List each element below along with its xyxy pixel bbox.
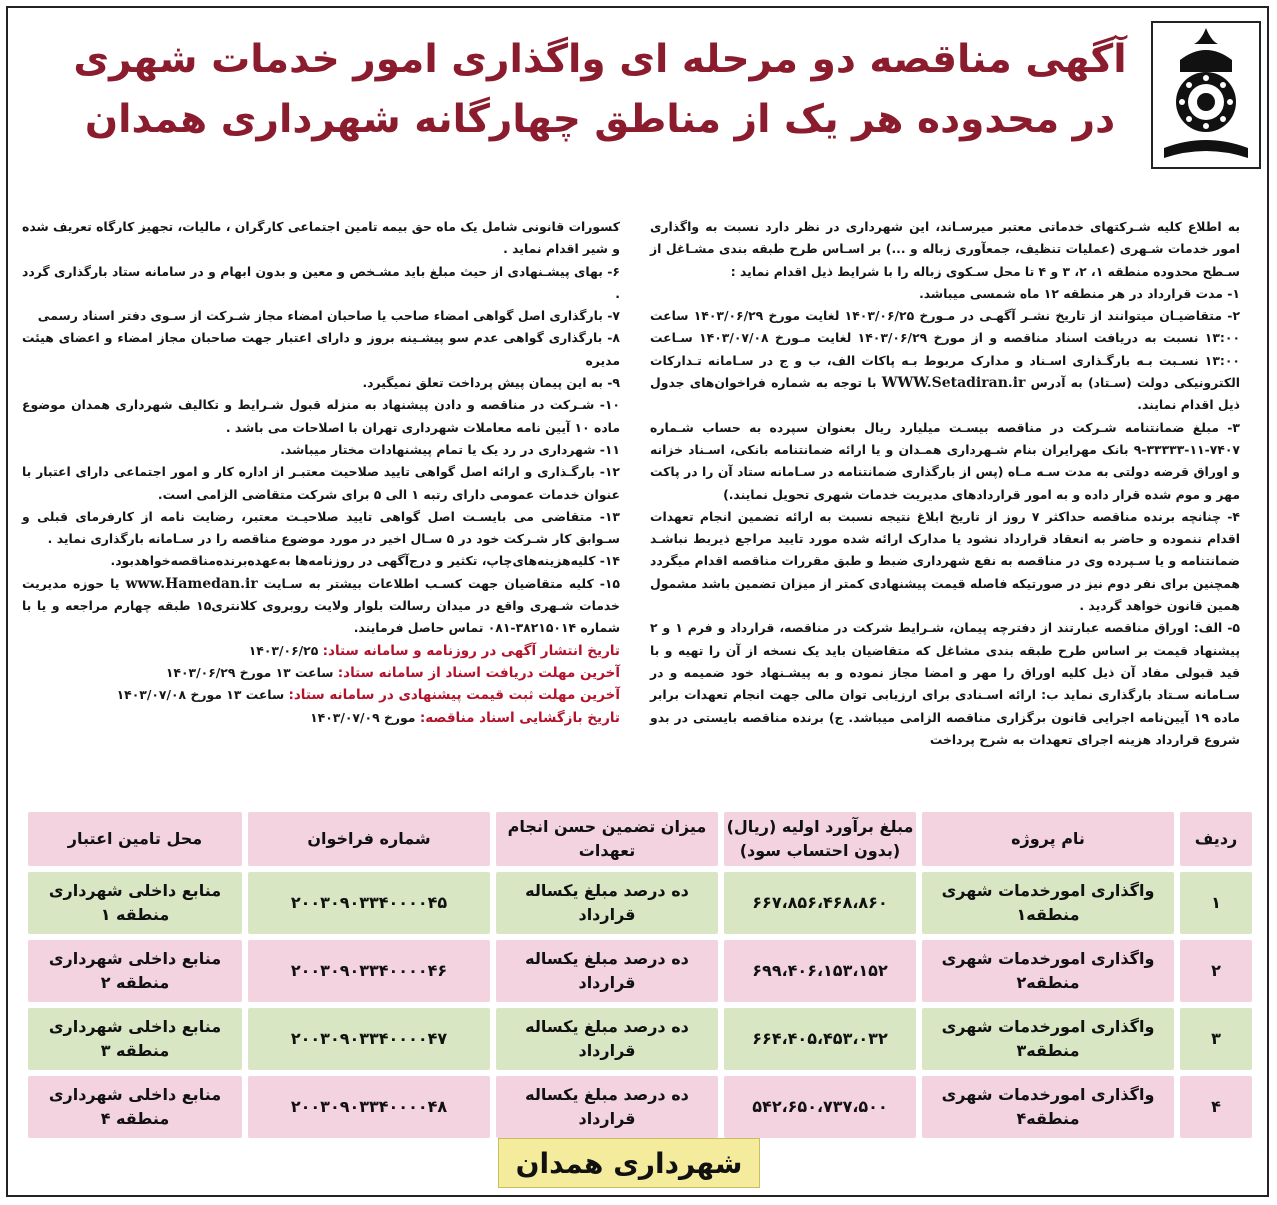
table-row <box>28 1076 1252 1138</box>
date-opening: تاریخ بازگشایی اسناد مناقصه: مورخ ۱۴۰۳/۰۷/۰۹ <box>310 709 620 726</box>
clause-4: ۴- چنانچه برنده مناقصه حداکثر ۷ روز از تاریخ ابلاغ نتیجه نسبت به ارائه تضمین انجام تعهدات اقدام ننموده و حاضر به انعقاد قرارداد نشود یا مدارک ارائه شده مورد تایید مراجع ذیربط نباشـد ضمانتنامه و یا سـپرده وی در مناقصه به نفع شهرداری ضبط و طبق مقررات مناقصه اقدام میگردد همچنین برای نفر دوم نیز در صورتیکه فاصله قیمت پیشنهادی کمتر از میزان تضمین باشد مشمول همین قانون خواهد گردید . <box>649 508 1240 614</box>
project-name: واگذاری امورخدمات شهری منطقه۳ <box>922 1008 1174 1070</box>
clause-6: ۶- بهای پیشـنهادی از حیث مبلغ باید مشـخص و معین و بدون ابهام و در سامانه ستاد بارگذاری گردد . <box>22 263 620 301</box>
clause-13: ۱۳- متقاضی می بایسـت اصل گواهی تایید صلاحیـت معتبر، رضایت نامه از کارفرمای قبلی و سـوابق کار شـرکت خود در ۵ سـال اخیر در مورد موضوع مناقصه را در سـامانه بارگذاری نماید . <box>22 508 620 547</box>
guarantee: ده درصد مبلغ یکساله قرارداد <box>496 1076 718 1138</box>
title-line-2: در محدوده هر یک از مناطق چهارگانه شهرداری همدان <box>84 97 1116 142</box>
left-text-column <box>22 216 620 729</box>
clause-12: ۱۲- بارگـذاری و ارائه اصل گواهی تایید صلاحیت معتبـر از اداره کار و امور اجتماعی دارای اعتبار با عنوان خدمات عمومی دارای رتبه ۱ الی ۵ برای شرکت متقاضی الزامی است. <box>22 464 620 502</box>
header-project-name: نام پروژه <box>922 812 1174 866</box>
date-bid-deadline: آخرین مهلت ثبت قیمت پیشنهادی در سامانه ستاد: ساعت ۱۳ مورخ ۱۴۰۳/۰۷/۰۸ <box>116 687 620 704</box>
header-guarantee: میزان تضمین حسن انجام تعهدات <box>496 812 718 866</box>
clause-10: ۱۰- شـرکت در مناقصه و دادن پیشنهاد به منزله قبول شـرایط و تکالیف شهرداری همدان موضوع ماده ۱۰ آیین نامه معاملات شهرداری تهران با اصلاحات می باشد . <box>22 397 620 435</box>
header-row-number: ردیف <box>1180 812 1252 866</box>
funding-source: منابع داخلی شهرداری منطقه ۱ <box>28 872 242 934</box>
row-number: ۱ <box>1180 872 1252 934</box>
row-number: ۲ <box>1180 940 1252 1002</box>
row-number: ۴ <box>1180 1076 1252 1138</box>
clause-3: ۳- مبلغ ضمانتنامه شـرکت در مناقصه بیسـت میلیارد ریال بعنوان سپرده به حساب شـماره ۷۴۰۷-۱۱-۳۳۳۳۳-۹ بانک مهرایران بنام شـهرداری همـدان و یا ارائه ضمانتنامه بانکی، اسـناد خزانه و اوراق قرضه دولتی به مدت سـه مـاه (پس از بارگذاری ضمانتنامه در سـامانه ستاد آن را در پاکت مهر و موم شده قرار داده و به امور قراردادهای مدیریت خدمات شهری تحویل نمایند.) <box>650 419 1240 502</box>
project-name: واگذاری امورخدمات شهری منطقه۲ <box>922 940 1174 1002</box>
table-header-row <box>28 812 1252 866</box>
intro-paragraph: به اطلاع کلیه شـرکتهای خدماتی معتبر میرسـاند، این شهرداری در نظر دارد نسبت به واگذاری امور خدمات شـهری (عملیات تنظیف، جمعآوری زباله و ...) بر اسـاس طرح طبقه بندی مشـاغل از سـطح محدوده منطقه ۱، ۲، ۳ و ۴ تا محل سـکوی زباله را با شرایط ذیل اقدام نماید : <box>650 219 1240 279</box>
clause-15: ۱۵- کلیه متقاضیان جهت کسـب اطلاعات بیشتر به سـایت www.Hamedan.ir یا حوزه مدیریت خدمات شـهری واقع در میدان رسالت بلوار ولایت روبروی کلانتری۱۵ طبقه چهارم مراجعه و یا با شماره ۳۸۲۱۵۰۱۴-۰۸۱ تماس حاصل فرمایند. <box>22 575 620 636</box>
guarantee: ده درصد مبلغ یکساله قرارداد <box>496 1008 718 1070</box>
clause-5: ۵- الف: اوراق مناقصه عبارتند از دفترچه پیمان، شـرایط شرکت در مناقصه، قرارداد و فرم ۱ و ۲ پیشنهاد قیمت بر اساس طرح طبقه بندی مشاغل که متقاضیان باید یک نسخه از آن را تهیه و با قید قبولی مفاد آن ذیل کلیه اوراق را مهر و امضا مجاز نموده و به پیشـنهاد خود ضمیمه و در سـامانه سـتاد بارگذاری نماید ب: ارائه اسـنادی برای ارزیابی توان مالی جهت انجام تعهدات برابر ماده ۱۹ آیین‌نامه اجرایی قانون برگزاری مناقصه الزامی میباشد. ج) برنده مناقصه بایستی در بدو شروع قرارداد هزینه اجرای تعهدات به شرح پرداخت <box>650 620 1241 747</box>
estimated-amount: ۵۴۲،۶۵۰،۷۳۷،۵۰۰ <box>724 1076 916 1138</box>
funding-source: منابع داخلی شهرداری منطقه ۴ <box>28 1076 242 1138</box>
footer-banner: شهرداری همدان <box>498 1138 760 1188</box>
deductions-paragraph: کسورات قانونی شامل یک ماه حق بیمه تامین اجتماعی کارگران ، مالیات، تجهیز کارگاه تعریف شده و شیر اقدام نماید . <box>22 219 620 257</box>
clause-2: ۲- متقاضیـان میتوانند از تاریخ نشـر آگهـی در مـورخ ۱۴۰۳/۰۶/۲۵ لغایت مورخ ۱۴۰۳/۰۶/۲۹ ساعت ۱۳:۰۰ نسبت به دریافت اسناد مناقصه و از مورخ ۱۴۰۳/۰۶/۲۹ لغایت مـورخ ۱۴۰۳/۰۷/۰۸ سـاعت ۱۳:۰۰ نسـبت بـه بارگـذاری اسـناد و مدارک مربوط بـه پاکات الف، ب و ج در سـامانه تـدارکات الکترونیکی دولت (سـتاد) به آدرس WWW.Setadiran.ir با توجه به شماره فراخوان‌های جدول ذیل اقدام نمایند. <box>650 308 1241 413</box>
municipality-logo <box>1150 20 1262 170</box>
header-estimated-amount: مبلغ برآورد اولیه (ریال) (بدون احتساب سود) <box>724 812 916 866</box>
estimated-amount: ۶۶۴،۴۰۵،۴۵۳،۰۳۲ <box>724 1008 916 1070</box>
guarantee: ده درصد مبلغ یکساله قرارداد <box>496 940 718 1002</box>
clause-8: ۸- بارگذاری گواهی عدم سو پیشـینه بروز و دارای اعتبار جهت صاحبان مجاز امضاء و اعضای هیئت مدیره <box>22 330 620 368</box>
table-row <box>28 872 1252 934</box>
funding-source: منابع داخلی شهرداری منطقه ۲ <box>28 940 242 1002</box>
date-publish: تاریخ انتشار آگهی در روزنامه و سامانه ستاد: ۱۴۰۳/۰۶/۲۵ <box>248 642 620 659</box>
clause-14: ۱۴- کلیه‌هزینه‌های‌چاپ، تکثیر و درج‌آگهی در روزنامه‌ها به‌عهده‌برنده‌مناقصه‌خواهد‌بود. <box>110 553 620 569</box>
setad-website-link[interactable]: WWW.Setadiran.ir <box>881 375 1026 392</box>
clause-7: ۷- بارگذاری اصل گواهی امضاء صاحب یا صاحبان امضاء مجاز شـرکت از سـوی دفتر اسناد رسمی <box>37 308 620 324</box>
call-number: ۲۰۰۳۰۹۰۳۳۴۰۰۰۰۴۸ <box>248 1076 490 1138</box>
call-number: ۲۰۰۳۰۹۰۳۳۴۰۰۰۰۴۵ <box>248 872 490 934</box>
call-number: ۲۰۰۳۰۹۰۳۳۴۰۰۰۰۴۷ <box>248 1008 490 1070</box>
estimated-amount: ۶۶۷،۸۵۶،۴۶۸،۸۶۰ <box>724 872 916 934</box>
clause-9: ۹- به این پیمان پیش پرداخت تعلق نمیگیرد. <box>362 375 620 391</box>
clause-1: ۱- مدت قرارداد در هر منطقه ۱۲ ماه شمسی میباشد. <box>919 285 1240 301</box>
row-number: ۳ <box>1180 1008 1252 1070</box>
clause-11: ۱۱- شهرداری در رد یک یا تمام پیشنهادات مختار میباشد. <box>280 441 620 457</box>
project-name: واگذاری امورخدمات شهری منطقه۱ <box>922 872 1174 934</box>
header-funding-source: محل تامین اعتبار <box>28 812 242 866</box>
funding-source: منابع داخلی شهرداری منطقه ۳ <box>28 1008 242 1070</box>
hamedan-website-link[interactable]: www.Hamedan.ir <box>125 575 258 592</box>
right-text-column <box>650 216 1240 751</box>
guarantee: ده درصد مبلغ یکساله قرارداد <box>496 872 718 934</box>
header-call-number: شماره فراخوان <box>248 812 490 866</box>
estimated-amount: ۶۹۹،۴۰۶،۱۵۳،۱۵۲ <box>724 940 916 1002</box>
table-row <box>28 940 1252 1002</box>
title-line-1: آگهی مناقصه دو مرحله ای واگذاری امور خدمات شهری <box>73 37 1127 82</box>
ad-title <box>60 30 1140 150</box>
table-row <box>28 1008 1252 1070</box>
call-number: ۲۰۰۳۰۹۰۳۳۴۰۰۰۰۴۶ <box>248 940 490 1002</box>
date-doc-deadline: آخرین مهلت دریافت اسناد از سامانه ستاد: ساعت ۱۳ مورخ ۱۴۰۳/۰۶/۲۹ <box>165 664 620 681</box>
tender-table <box>22 806 1258 1144</box>
project-name: واگذاری امورخدمات شهری منطقه۴ <box>922 1076 1174 1138</box>
